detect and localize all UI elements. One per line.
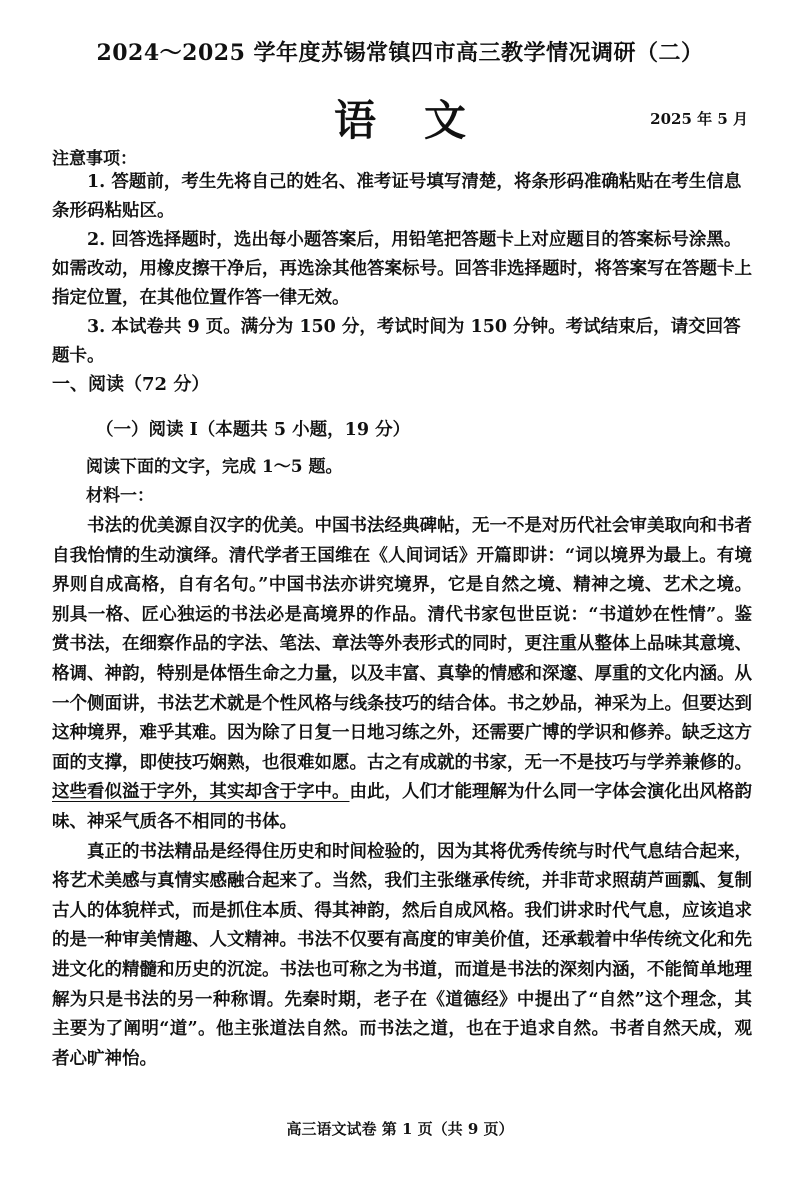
page-footer: 高三语文试卷 第 1 页（共 9 页） xyxy=(286,1120,514,1138)
passage-paragraph-1 xyxy=(52,512,752,838)
exam-date: 2025 年 5 月 xyxy=(650,110,748,128)
subject-title: 语文 xyxy=(333,96,514,145)
paragraph-1-ending: 由此，人们才能理解为什么同一字体会演化出风格韵味、神采气质各不相同的书体。 xyxy=(52,782,752,832)
exam-title: 2024～2025 学年度苏锡常镇四市高三教学情况调研（二） xyxy=(96,40,704,66)
paragraph-1-text: 书法的优美源自汉字的优美。中国书法经典碑帖，无一不是对历代社会审美取向和书者自我怡情的生动演绎。清代学者王国维在《人间词话》开篇即讲：“词以境界为最上。有境界则自成高格，自有名句。”中国书法亦讲究境界，它是自然之境、精神之境、艺术之境。别具一格、匠心独运的书法必是高境界的作品。清代书家包世臣说：“书道妙在性情”。鉴赏书法，在细察作品的字法、笔法、章法等外表形式的同时，更注重从整体上品味其意境、格调、神韵，特别是体悟生命之力量，以及丰富、真挚的情感和深邃、厚重的文化内涵。从一个侧面讲，书法艺术就是个性风格与线条技巧的结合体。书之妙品，神采为上。但要达到这种境界，难乎其难。因为除了日复一日地习练之外，还需要广博的学识和修养。缺乏这方面的支撑，即使技巧娴熟，也很难如愿。古之有成就的书家，无一不是技巧与学养兼修的。 xyxy=(52,516,752,773)
material-label: 材料一： xyxy=(86,486,154,506)
notice-item-3: 3. 本试卷共 9 页。满分为 150 分，考试时间为 150 分钟。考试结束后，请交回答题卡。 xyxy=(52,317,741,366)
instructions xyxy=(86,453,786,511)
underlined-sentence: 这些看似溢于字外，其实却含于字中。 xyxy=(52,782,350,803)
passage-paragraph-2: 真正的书法精品是经得住历史和时间检验的，因为其将优秀传统与时代气息结合起来，将艺术美感与真情实感融合起来了。当然，我们主张继承传统，并非苛求照葫芦画瓢、复制古人的体貌样式，而是抓住本质、得其神韵，然后自成风格。我们讲求时代气息，应该追求的是一种审美情趣、人文精神。书法不仅要有高度的审美价值，还承载着中华传统文化和先进文化的精髓和历史的沉淀。书法也可称之为书道，而道是书法的深刻内涵，不能简单地理解为只是书法的另一种称谓。先秦时期，老子在《道德经》中提出了“自然”这个理念，其主要为了阐明“道”。他主张道法自然。而书法之道，也在于追求自然。书者自然天成，观者心旷神怡。 xyxy=(52,841,752,1069)
section-title: 一、阅读（72 分） xyxy=(52,374,210,395)
subsection-title: （一）阅读 I（本题共 5 小题，19 分） xyxy=(96,420,411,440)
notice-list xyxy=(52,168,752,371)
instruction-text: 阅读下面的文字，完成 1～5 题。 xyxy=(86,457,343,477)
reading-passage xyxy=(52,512,752,1074)
notice-item-1: 1. 答题前，考生先将自己的姓名、准考证号填写清楚，将条形码准确粘贴在考生信息条形码粘贴区。 xyxy=(52,172,742,221)
notice-item-2: 2. 回答选择题时，选出每小题答案后，用铅笔把答题卡上对应题目的答案标号涂黑。如需改动，用橡皮擦干净后，再选涂其他答案标号。回答非选择题时，将答案写在答题卡上指定位置，在其他位置作答一律无效。 xyxy=(52,230,752,308)
notice-title: 注意事项： xyxy=(52,149,137,169)
